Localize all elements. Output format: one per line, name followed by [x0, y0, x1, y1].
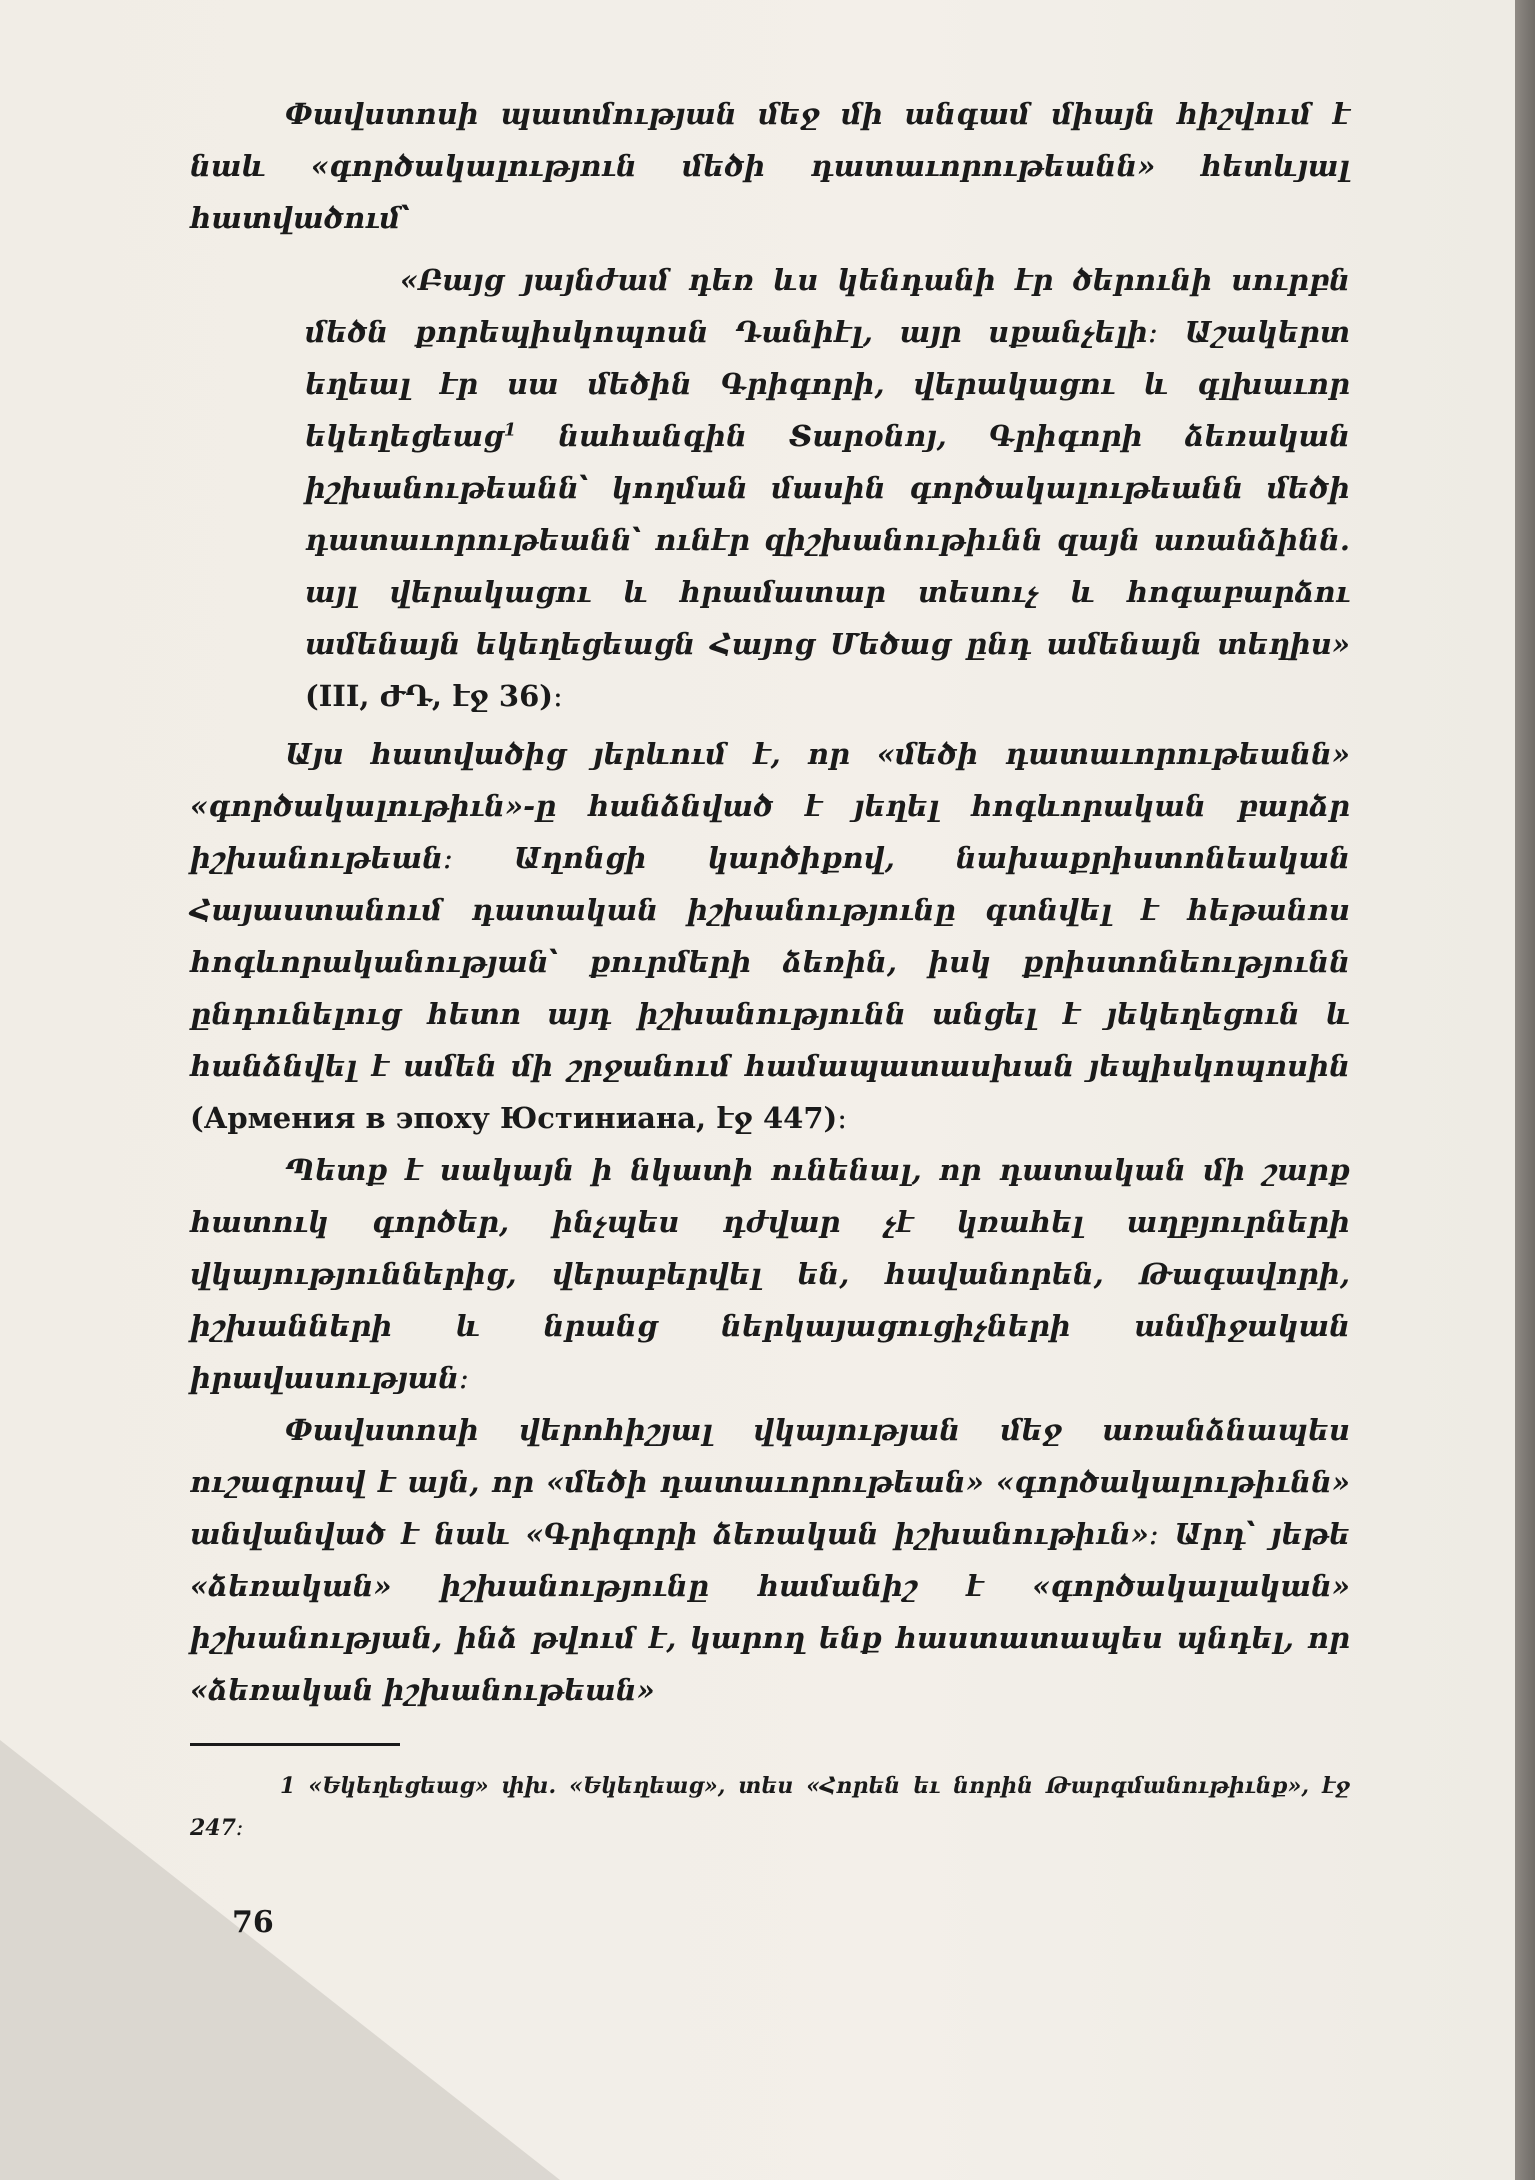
page-edge-shadow — [1515, 0, 1535, 2180]
footnote: 1 «Եկեղեցեաց» փխ. «Եկեղեաց», տես «Հորեն եւ նորին Թարգմանութիւնք», էջ 247։ — [190, 1773, 1350, 1841]
paragraph-2 — [190, 728, 1350, 1144]
paragraph-2-text: Այս հատվածից յերևում է, որ «մեծի դատաւորութեանն» «գործակալութիւն»-ը հանձնված է յեղել հոգևորական բարձր իշխանութեան։ Աղոնցի կարծիքով, նախաքրիստոնեական Հայաստանում դատական իշխանությունը գտնվել է հեթանոս հոգևորականության՝ քուրմերի ձեռին, իսկ քրիստոնեությունն ընդունելուց հետո այդ իշխանությունն անցել է յեկեղեցուն և հանձնվել է ամեն մի շրջանում համապատասխան յեպիսկոպոսին — [190, 737, 1350, 1083]
block-quote — [305, 254, 1350, 722]
paragraph-3: Պետք է սակայն ի նկատի ունենալ, որ դատական մի շարք հատուկ գործեր, ինչպես դժվար չէ կռահել աղբյուրների վկայություններից, վերաբերվել են, հավանորեն, Թագավորի, իշխանների և նրանց ներկայացուցիչների անմիջական իրավասության։ — [190, 1153, 1350, 1395]
paragraph-1: Փավստոսի պատմության մեջ մի անգամ միայն հիշվում է նաև «գործակալություն մեծի դատաւորութեանն» հետևյալ հատվածում՝ — [190, 97, 1350, 235]
body-text — [190, 88, 1350, 1716]
footnote-marker: 1 — [503, 419, 517, 441]
paragraph-2-reference: (Армения в эпоху Юстиниана, էջ 447)։ — [190, 1101, 848, 1135]
quote-text: «Բայց յայնժամ դեռ ևս կենդանի էր ծերունի սուրբն մեծն քորեպիսկոպոսն Դանիէլ, այր սքանչելի։ Աշակերտ եղեալ էր սա մեծին Գրիգորի, վերակացու և գլխաւոր եկեղեցեաց — [305, 263, 1350, 453]
footnote-divider — [190, 1743, 400, 1746]
quote-reference: (III, ԺԴ, էջ 36)։ — [305, 679, 563, 713]
quote-text-continued: նահանգին Տարօնոյ, Գրիգորի ձեռական իշխանութեանն՝ կողման մասին գործակալութեանն մեծի դատաւորութեանն՝ ունէր զիշխանութիւնն զայն առանձինն. այլ վերակացու և հրամատար տեսուչ և հոգաբարձու ամենայն եկեղեցեացն Հայոց Մեծաց ընդ ամենայն տեղիս» — [305, 419, 1350, 661]
paragraph-4: Փավստոսի վերոհիշյալ վկայության մեջ առանձնապես ուշագրավ է այն, որ «մեծի դատաւորութեան» «գործակալութիւնն» անվանված է նաև «Գրիգորի ձեռական իշխանութիւն»։ Արդ՝ յեթե «ձեռական» իշխանությունը համանիշ է «գործակալական» իշխանության, ինձ թվում է, կարող ենք հաստատապես պնդել, որ «ձեռական իշխանութեան» — [190, 1413, 1350, 1707]
page-number: 76 — [232, 1905, 274, 1940]
